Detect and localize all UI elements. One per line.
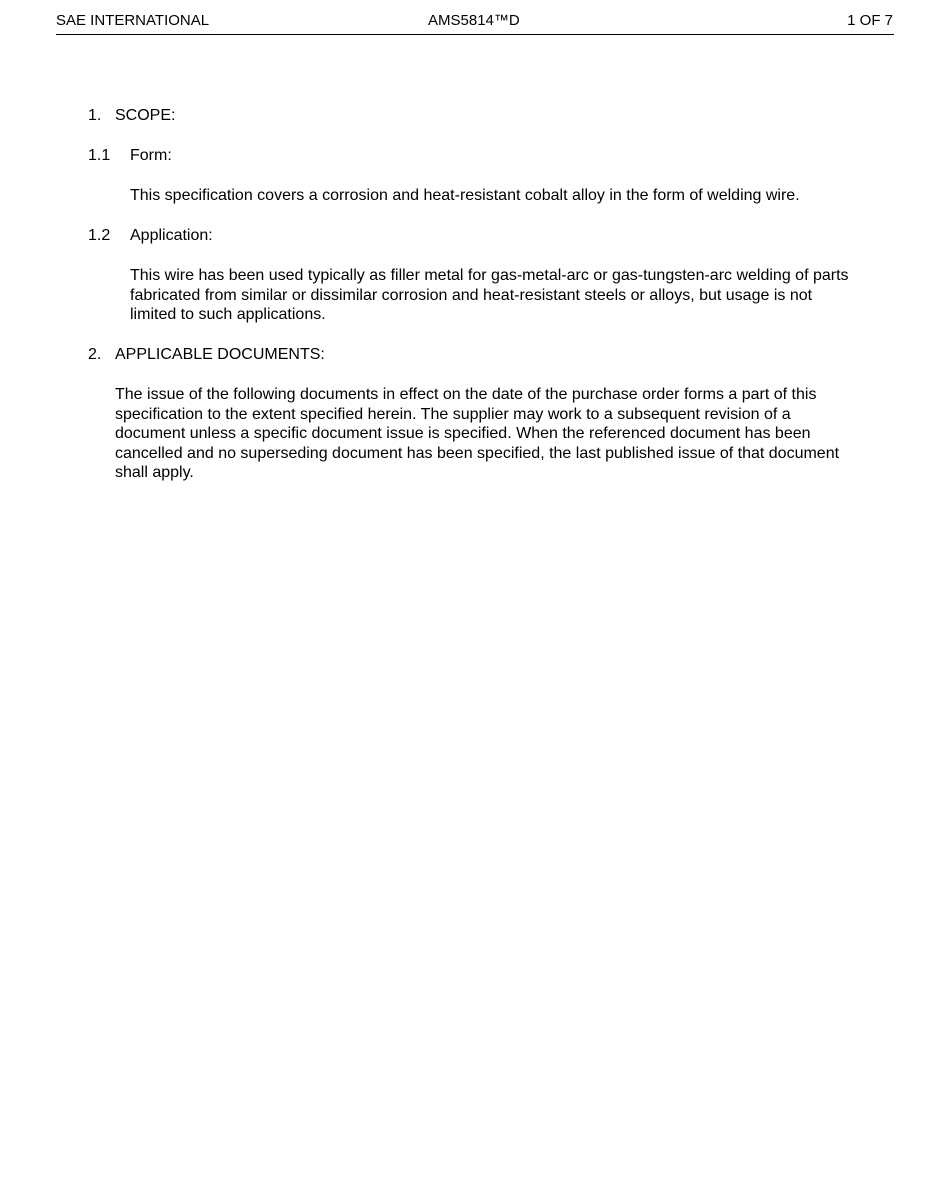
header-page-number: 1 OF 7: [847, 12, 893, 29]
section-1-2-title: Application:: [130, 227, 213, 244]
section-1-title: SCOPE:: [115, 107, 176, 124]
section-1-1-body: This specification covers a corrosion and heat-resistant cobalt alloy in the form of welding wire.: [130, 187, 800, 204]
section-2-title: APPLICABLE DOCUMENTS:: [115, 346, 325, 363]
header-document-id: AMS5814™D: [428, 12, 520, 29]
section-2-number: 2.: [88, 346, 102, 363]
section-1-1-number: 1.1: [88, 147, 111, 164]
header-organization: SAE INTERNATIONAL: [56, 12, 210, 29]
section-1-number: 1.: [88, 107, 102, 124]
section-1-1-title: Form:: [130, 147, 172, 164]
section-1-2-body: This wire has been used typically as filler metal for gas-metal-arc or gas-tungsten-arc welding of parts fabricated from similar or dissimilar corrosion and heat-resistant steels or alloys, but usage is not limited to such applications.: [130, 267, 849, 324]
section-2-body: The issue of the following documents in effect on the date of the purchase order forms a part of this specification to the extent specified herein. The supplier may work to a subsequent revision of a document unless a specific document issue is specified. When the referenced document has been cancelled and no superseding document has been specified, the last published issue of that document shall apply.: [115, 386, 840, 482]
section-1-2-number: 1.2: [88, 227, 111, 244]
page-header: [56, 12, 894, 35]
